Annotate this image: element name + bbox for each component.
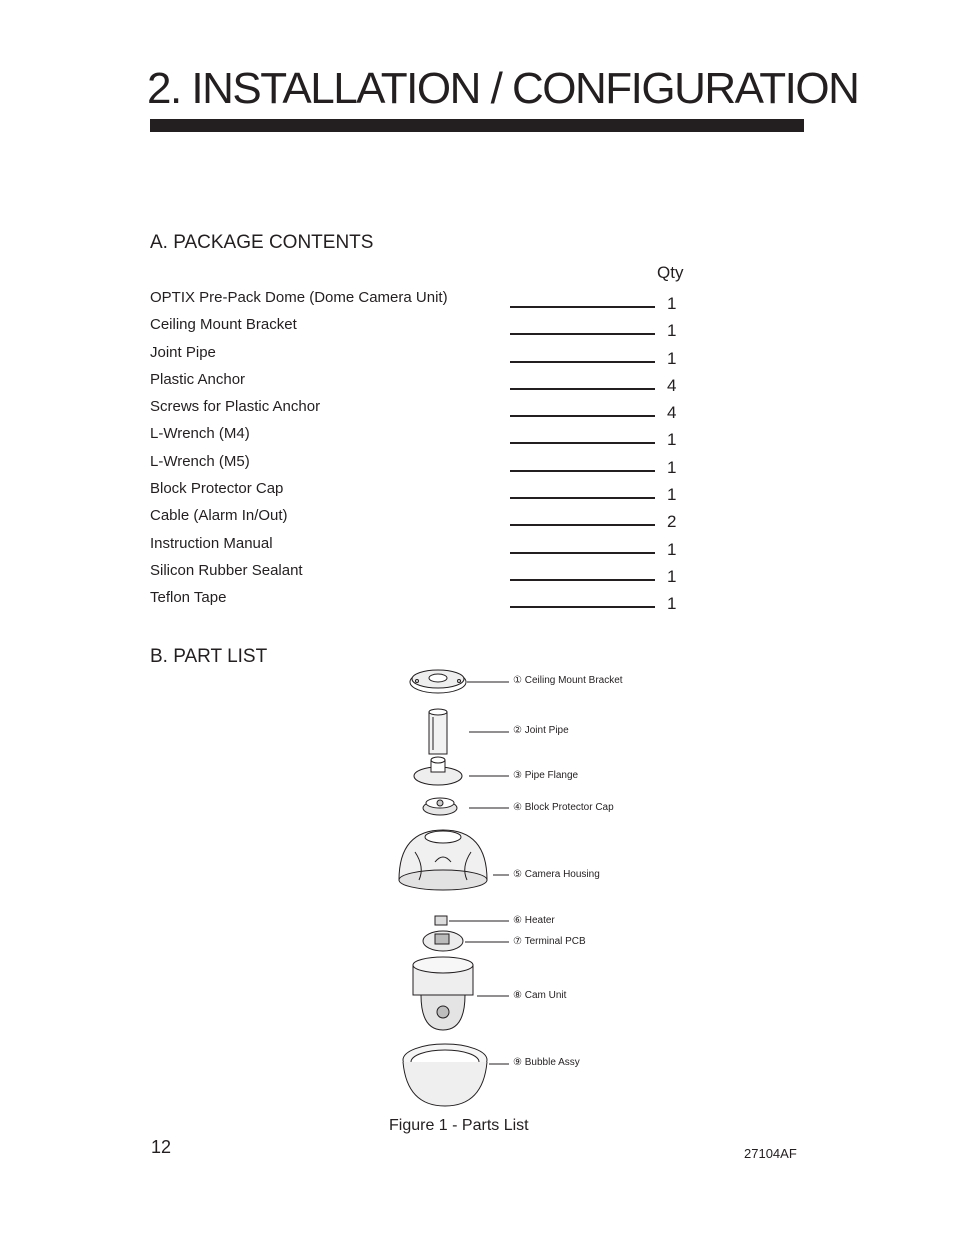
leader-line — [510, 579, 655, 581]
ceiling-mount-bracket-drawing — [410, 670, 509, 693]
item-qty: 1 — [667, 566, 677, 586]
item-qty: 4 — [667, 403, 677, 423]
item-qty: 1 — [667, 321, 677, 341]
qty-column-header: Qty — [657, 263, 684, 282]
camera-housing-drawing — [399, 830, 509, 890]
joint-pipe-drawing — [429, 709, 509, 754]
leader-line — [510, 524, 655, 526]
list-item — [150, 453, 710, 480]
leader-line — [510, 415, 655, 417]
item-qty: 1 — [667, 539, 677, 559]
page-title: 2. INSTALLATION / CONFIGURATION — [147, 64, 859, 113]
list-item — [150, 589, 710, 616]
part-label-terminal-pcb: ⑦ Terminal PCB — [513, 936, 586, 947]
part-label-bubble-assy: ⑨ Bubble Assy — [513, 1057, 580, 1068]
list-item — [150, 562, 710, 589]
list-item — [150, 344, 710, 371]
item-name: Cable (Alarm In/Out) — [150, 507, 288, 525]
item-qty: 1 — [667, 348, 677, 368]
item-name: Joint Pipe — [150, 343, 216, 361]
item-name: Block Protector Cap — [150, 480, 284, 498]
item-qty: 1 — [667, 457, 677, 477]
item-name: Ceiling Mount Bracket — [150, 316, 297, 334]
list-item — [150, 535, 710, 562]
list-item — [150, 425, 710, 452]
leader-line — [510, 497, 655, 499]
package-contents-list — [150, 289, 710, 617]
list-item — [150, 507, 710, 534]
item-qty: 1 — [667, 294, 677, 313]
item-qty: 2 — [667, 512, 677, 532]
item-name: L-Wrench (M5) — [150, 452, 250, 470]
page-number: 12 — [151, 1137, 172, 1157]
leader-line — [510, 552, 655, 554]
item-name: Teflon Tape — [150, 589, 227, 607]
item-qty: 1 — [667, 485, 677, 505]
leader-line — [510, 306, 655, 308]
bubble-assy-drawing — [403, 1044, 509, 1106]
package-contents-heading: A. PACKAGE CONTENTS — [150, 232, 374, 253]
item-qty: 4 — [667, 375, 677, 395]
part-label-heater: ⑥ Heater — [513, 915, 555, 926]
block-protector-cap-drawing — [423, 798, 509, 815]
item-name: Screws for Plastic Anchor — [150, 398, 321, 416]
part-label-ceiling-mount-bracket: ① Ceiling Mount Bracket — [513, 675, 623, 686]
cam-unit-drawing — [413, 957, 509, 1030]
part-label-cam-unit: ⑧ Cam Unit — [513, 990, 567, 1001]
part-label-pipe-flange: ③ Pipe Flange — [513, 770, 579, 781]
item-name: OPTIX Pre-Pack Dome (Dome Camera Unit) — [150, 289, 448, 306]
figure-caption: Figure 1 - Parts List — [389, 1117, 529, 1134]
item-name: Plastic Anchor — [150, 370, 246, 388]
leader-line — [510, 361, 655, 363]
leader-line — [510, 388, 655, 390]
part-label-joint-pipe: ② Joint Pipe — [513, 725, 569, 736]
item-qty: 1 — [667, 594, 677, 614]
item-name: Instruction Manual — [150, 534, 273, 552]
part-label-camera-housing: ⑤ Camera Housing — [513, 869, 600, 880]
list-item — [150, 289, 710, 316]
leader-line — [510, 442, 655, 444]
item-name: L-Wrench (M4) — [150, 425, 250, 443]
list-item — [150, 398, 710, 425]
parts-exploded-diagram — [385, 662, 675, 1114]
list-item — [150, 371, 710, 398]
item-name: Silicon Rubber Sealant — [150, 561, 303, 579]
leader-line — [510, 606, 655, 608]
pipe-flange-drawing — [414, 757, 509, 785]
title-divider — [150, 119, 804, 132]
leader-line — [510, 470, 655, 472]
part-list-heading: B. PART LIST — [150, 646, 268, 667]
terminal-pcb-drawing — [423, 931, 509, 951]
leader-line — [510, 333, 655, 335]
part-label-block-protector-cap: ④ Block Protector Cap — [513, 802, 614, 813]
document-code: 27104AF — [744, 1146, 797, 1161]
item-qty: 1 — [667, 430, 677, 450]
list-item — [150, 480, 710, 507]
heater-drawing — [435, 916, 509, 925]
list-item — [150, 316, 710, 343]
